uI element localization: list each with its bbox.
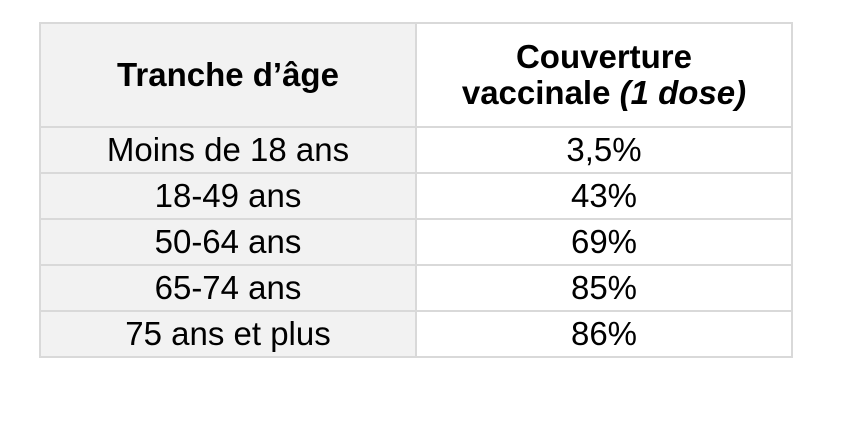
table-row — [40, 311, 792, 357]
age-group-cell: 65-74 ans — [40, 265, 416, 311]
age-group-cell: 75 ans et plus — [40, 311, 416, 357]
vaccination-coverage-table — [39, 22, 793, 358]
table-row — [40, 127, 792, 173]
table-row — [40, 173, 792, 219]
coverage-cell: 3,5% — [416, 127, 792, 173]
age-group-cell: 18-49 ans — [40, 173, 416, 219]
header-age-group: Tranche d’âge — [40, 23, 416, 127]
table-header — [40, 23, 792, 127]
header-coverage-line2: vaccinale — [461, 74, 620, 111]
table-row — [40, 219, 792, 265]
age-group-cell: Moins de 18 ans — [40, 127, 416, 173]
coverage-cell: 85% — [416, 265, 792, 311]
coverage-cell: 86% — [416, 311, 792, 357]
header-row — [40, 23, 792, 127]
age-group-cell: 50-64 ans — [40, 219, 416, 265]
header-coverage — [416, 23, 792, 127]
header-coverage-dose-note: (1 dose) — [619, 74, 747, 111]
header-coverage-line1: Couverture — [515, 38, 693, 75]
table-row — [40, 265, 792, 311]
coverage-cell: 69% — [416, 219, 792, 265]
coverage-cell: 43% — [416, 173, 792, 219]
table-body — [40, 127, 792, 357]
